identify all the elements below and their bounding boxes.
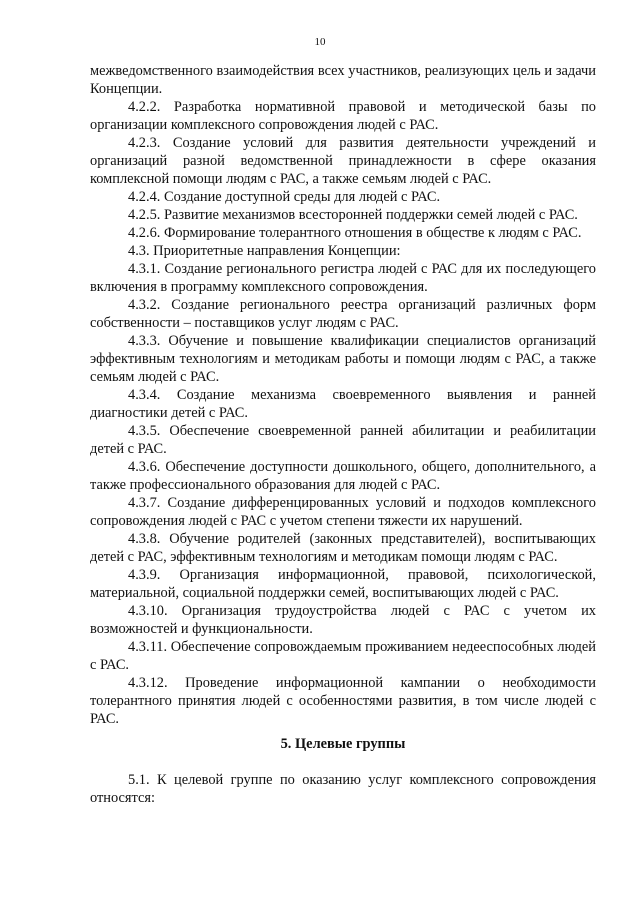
paragraph-4-3-3: 4.3.3. Обучение и повышение квалификации специалистов организаций эффективным технологиям и методикам работы и помощи людям с РАС, а также семьям людей с РАС.	[90, 333, 596, 385]
page-body	[90, 62, 596, 807]
paragraph-4-3-1: 4.3.1. Создание регионального регистра людей с РАС для их последующего включения в программу комплексного сопровождения.	[90, 261, 596, 295]
paragraph-4-2-6: 4.2.6. Формирование толерантного отношения в обществе к людям с РАС.	[128, 225, 582, 241]
paragraph-4-3-7: 4.3.7. Создание дифференцированных условий и подходов комплексного сопровождения людей с РАС с учетом степени тяжести их нарушений.	[90, 495, 596, 529]
paragraph-4-3-9: 4.3.9. Организация информационной, правовой, психологической, материальной, социальной поддержки семей, воспитывающих людей с РАС.	[90, 567, 596, 601]
paragraph-5-1: 5.1. К целевой группе по оказанию услуг комплексного сопровождения относятся:	[90, 772, 596, 806]
paragraph-4-3-2: 4.3.2. Создание регионального реестра организаций различных форм собственности – поставщиков услуг людям с РАС.	[90, 297, 596, 331]
paragraph-4-3-6: 4.3.6. Обеспечение доступности дошкольного, общего, дополнительного, а также профессионального образования для людей с РАС.	[90, 459, 596, 493]
paragraph-4-3-5: 4.3.5. Обеспечение своевременной ранней абилитации и реабилитации детей с РАС.	[90, 423, 596, 457]
paragraph-4-2-3: 4.2.3. Создание условий для развития деятельности учреждений и организаций разной ведомственной принадлежности в сфере оказания комплексной помощи людям с РАС, а также семьям людей с РАС.	[90, 135, 596, 187]
paragraph-4-3-11: 4.3.11. Обеспечение сопровождаемым проживанием недееспособных людей с РАС.	[90, 639, 596, 673]
paragraph-4-3-8: 4.3.8. Обучение родителей (законных представителей), воспитывающих детей с РАС, эффективным технологиям и методикам помощи людям с РАС.	[90, 531, 596, 565]
section-heading: 5. Целевые группы	[280, 736, 406, 752]
paragraph-4-2-2: 4.2.2. Разработка нормативной правовой и методической базы по организации комплексного сопровождения людей с РАС.	[90, 99, 596, 133]
paragraph-4-3-12: 4.3.12. Проведение информационной кампании о необходимости толерантного принятия людей с особенностями развития, в том числе людей с РАС.	[90, 675, 596, 727]
paragraph-4-3-4: 4.3.4. Создание механизма своевременного выявления и ранней диагностики детей с РАС.	[90, 387, 596, 421]
paragraph-4-3-10: 4.3.10. Организация трудоустройства людей с РАС с учетом их возможностей и функциональности.	[90, 603, 596, 637]
page-number: 10	[314, 36, 326, 48]
paragraph-4-3: 4.3. Приоритетные направления Концепции:	[128, 243, 401, 259]
paragraph-4-2-4: 4.2.4. Создание доступной среды для людей с РАС.	[128, 189, 441, 205]
paragraph-4-2-5: 4.2.5. Развитие механизмов всесторонней поддержки семей людей с РАС.	[128, 207, 578, 223]
paragraph-continuation: межведомственного взаимодействия всех участников, реализующих цель и задачи Концепции.	[90, 63, 596, 97]
